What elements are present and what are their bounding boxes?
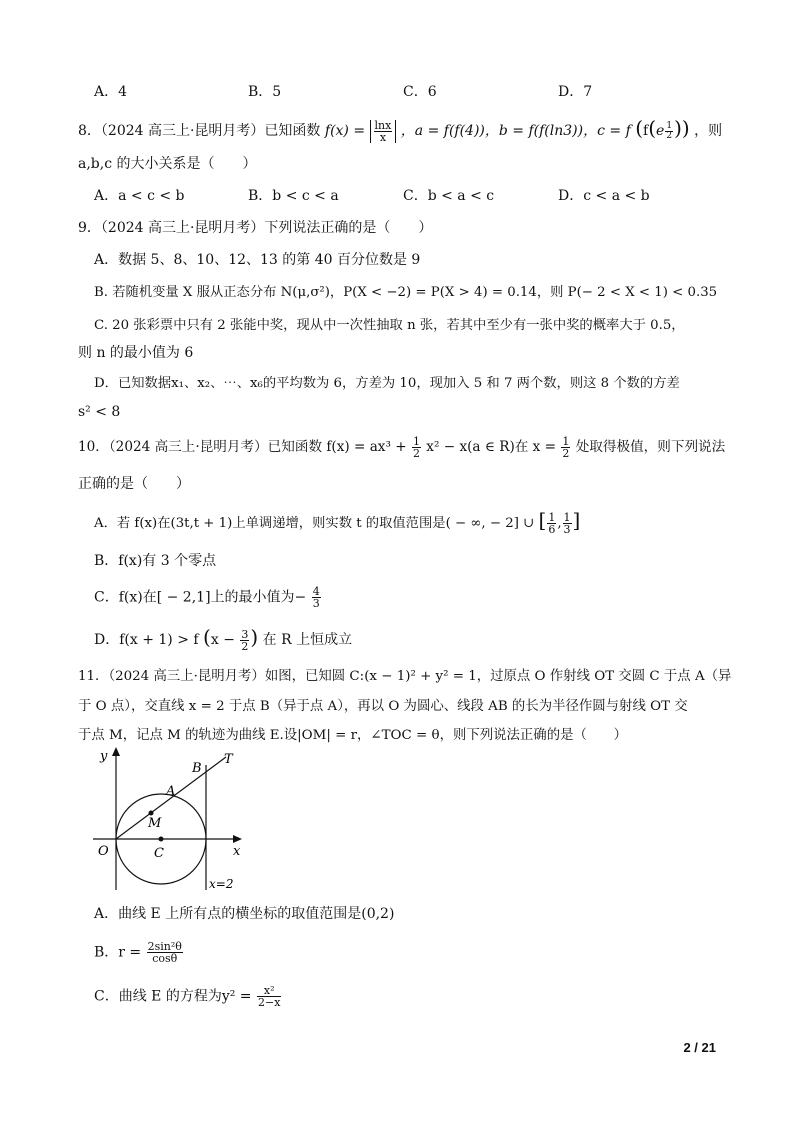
q8-abs-num: lnx (374, 118, 392, 132)
q10-d-frac-den: 2 (241, 639, 249, 653)
q10-stem-prefix: 10．（2024 高三上·昆明月考）已知函数 f(x) = ax³ + (78, 439, 407, 455)
q9-option-d-line1: D．已知数据x₁、x₂、⋯、x₆的平均数为 6，方差为 10，现加入 5 和 7 两个数，则这 8 个数的方差 (94, 376, 680, 391)
q9-option-b: B. 若随机变量 X 服从正态分布 N(μ,σ²)，P(X < −2) = P(X > 4) = 0.14，则 P(− 2 < X < 1) < 0.35 (94, 285, 718, 300)
q11-option-b-prefix: B．r = (94, 944, 142, 961)
q11-option-c-prefix: C．曲线 E 的方程为y² = (94, 988, 252, 1005)
label-m: M (148, 816, 162, 831)
q10-option-d-inner: x − (210, 632, 235, 648)
q8-option-a: A．a < c < b (94, 188, 185, 204)
q9-option-d-line2: s² < 8 (78, 404, 121, 420)
point-c (159, 837, 164, 842)
q10-stem (78, 436, 725, 459)
q10-frac1-den: 2 (412, 447, 420, 460)
q9-option-a: A．数据 5、8、10、12、13 的第 40 百分位数是 9 (94, 252, 421, 268)
label-y: y (100, 749, 108, 764)
x-axis-arrow-icon (233, 835, 242, 843)
q8-exp-num: 1 (666, 120, 673, 131)
q11-option-a: A．曲线 E 上所有点的横坐标的取值范围是(0,2) (94, 906, 395, 922)
q10-a-frac1-num: 1 (548, 511, 556, 524)
q8-stem-line2: a,b,c 的大小关系是（ ） (78, 156, 257, 172)
label-c: C (154, 846, 164, 861)
q10-frac2-num: 1 (562, 435, 570, 448)
q8-abc-defs: ，a = f(f(4))，b = f(f(ln3))，c = f (400, 123, 631, 139)
q10-option-b: B．f(x)有 3 个零点 (94, 553, 217, 569)
q10-a-frac2-den: 3 (563, 523, 571, 536)
q10-stem-line2: 正确的是（ ） (78, 476, 190, 492)
q8-abs-den: x (379, 130, 387, 144)
q11-stem-line3: 于点 M，记点 M 的轨迹为曲线 E.设|OM| = r，∠TOC = θ，则下列说法正确的是（ ） (78, 728, 628, 743)
q10-option-d-prefix: D．f(x + 1) > f (94, 632, 199, 648)
q11-stem-line2: 于 O 点），交直线 x = 2 于点 B（异于点 A），再以 O 为圆心、线段 AB 的长为半径作圆与射线 OT 交 (78, 699, 688, 714)
q11-b-num: 2sin²θ (147, 940, 182, 953)
q11-option-b (94, 941, 184, 964)
q10-c-frac-num: 4 (312, 585, 320, 598)
q11-c-num: x² (257, 985, 281, 997)
q10-d-frac-num: 3 (241, 627, 249, 641)
q7-option-b: B．5 (248, 84, 282, 100)
q8-stem: 8．（2024 高三上·昆明月考）已知函数 f(x) = $\frac{\ln x}{x}$ ，a = f(f(4))，b = f(f(ln3))，c = f (f(e $\frac{1}{2}$ )) ，则 (78, 116, 723, 144)
q9-option-c-line1: C. 20 张彩票中只有 2 张能中奖，现从中一次性抽取 n 张，若其中至少有一张中奖的概率大于 0.5， (94, 318, 685, 333)
q10-option-c (94, 586, 322, 609)
q10-option-d-tail: 在 R 上恒成立 (262, 632, 353, 648)
q11-stem-line1: 11．（2024 高三上·昆明月考）如图，已知圆 C:(x − 1)² + y² = 1，过原点 O 作射线 OT 交圆 C 于点 A（异 (78, 669, 732, 684)
q10-option-a-text: A．若 f(x)在(3t,t + 1)上单调递增，则实数 t 的取值范围是( − ∞, − 2] ∪ (94, 516, 535, 531)
q11-b-den: cosθ (152, 952, 178, 965)
q10-option-c-text: C．f(x)在[ − 2,1]上的最小值为− (94, 589, 307, 606)
q8-abs-fraction (370, 120, 397, 143)
q10-frac2-den: 2 (562, 447, 570, 460)
page-number: 2 / 21 (683, 1040, 716, 1055)
q7-option-a: A．4 (94, 84, 128, 100)
q10-c-frac-den: 3 (312, 597, 320, 610)
label-x-equals-2: x=2 (209, 877, 234, 891)
y-axis-arrow-icon (112, 747, 120, 756)
q9-option-c-line2: 则 n 的最小值为 6 (78, 345, 194, 361)
label-a: A (166, 784, 176, 799)
q10-stem-mid: x² − x(a ∈ R)在 x = (426, 439, 557, 455)
q8-function: f(x) = (324, 123, 366, 139)
q8-stem-prefix: 8．（2024 高三上·昆明月考）已知函数 (78, 123, 321, 139)
label-x: x (233, 844, 241, 859)
q8-option-b: B．b < c < a (248, 188, 339, 204)
label-t: T (224, 752, 233, 767)
label-b: B (192, 761, 202, 776)
q9-stem: 9．（2024 高三上·昆明月考）下列说法正确的是（ ） (78, 220, 433, 236)
q7-option-d: D．7 (558, 84, 593, 100)
q11-option-c (94, 985, 282, 1008)
point-m (149, 811, 154, 816)
q8-option-d: D．c < a < b (558, 188, 650, 204)
q10-stem-tail: 处取得极值，则下列说法 (575, 439, 726, 455)
q10-a-frac1-den: 6 (548, 523, 556, 536)
label-o: O (98, 844, 109, 859)
q10-a-frac2-num: 1 (563, 511, 571, 524)
q7-option-c: C．6 (403, 84, 437, 100)
q11-geometry-figure (88, 745, 258, 895)
q10-option-a: A．若 f(x)在(3t,t + 1)上单调递增，则实数 t 的取值范围是( − ∞, − 2] ∪ [ $\frac{1}{6}$ , $\frac{1}{3}$ ] (94, 508, 581, 536)
q8-option-c: C．b < a < c (403, 188, 495, 204)
q8-stem-tail: ，则 (694, 123, 723, 139)
q10-frac1-num: 1 (412, 435, 420, 448)
q8-exp-den: 2 (666, 130, 673, 141)
q11-c-den: 2−x (258, 996, 281, 1009)
q10-option-d: D．f(x + 1) > f (x − $\frac{3}{2}$ ) 在 R 上恒成立 (94, 625, 353, 653)
